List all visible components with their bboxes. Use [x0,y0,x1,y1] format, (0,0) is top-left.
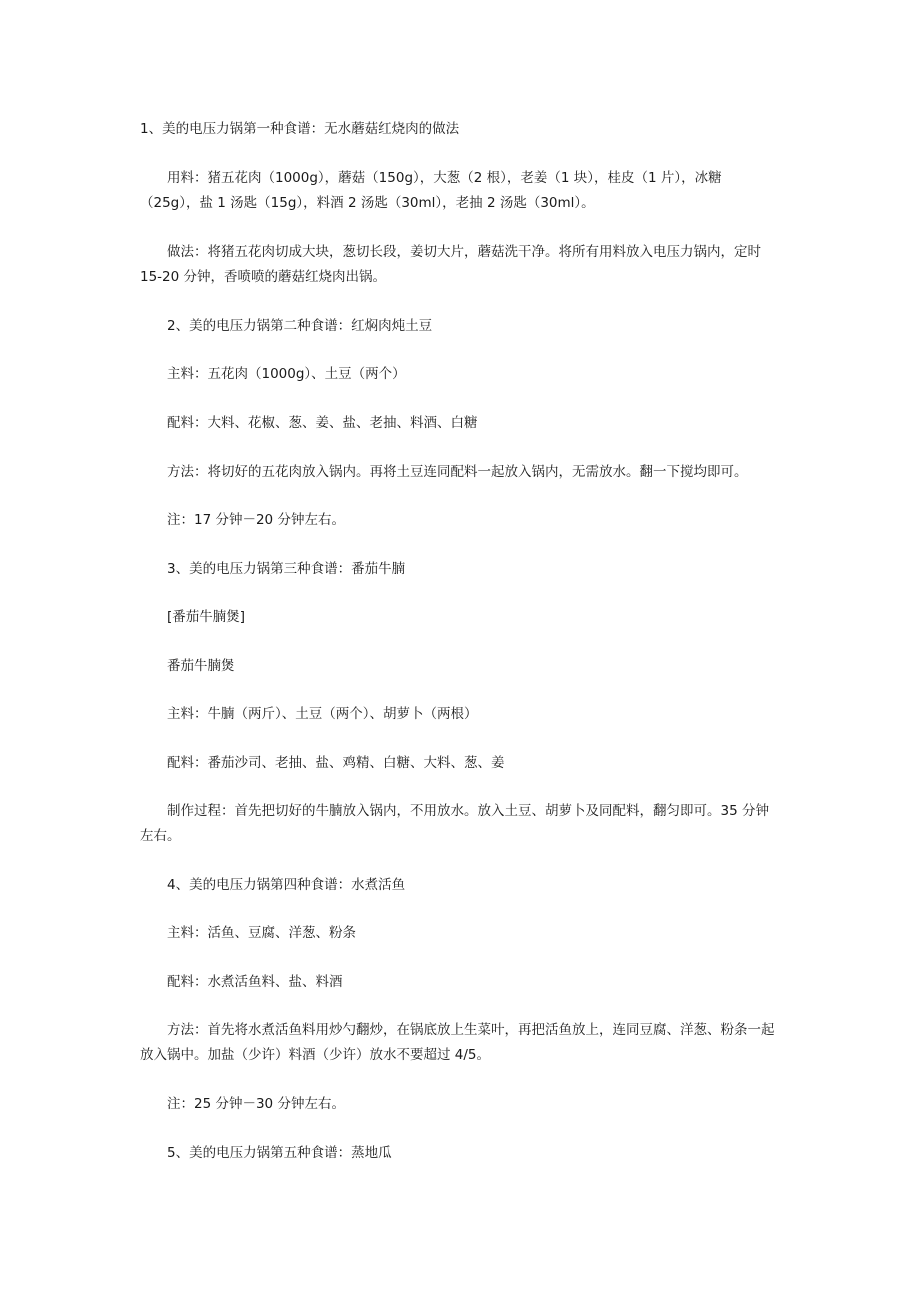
recipe-5-heading: 5、美的电压力锅第五种食谱：蒸地瓜 [167,1145,392,1161]
recipe-3-main-ingredients: 主料：牛腩（两斤）、土豆（两个）、胡萝卜（两根） [167,706,478,722]
recipe-3-subtitle-bracketed: [番茄牛腩煲] [167,609,246,625]
recipe-1-ingredients: 用料：猪五花肉（1000g），蘑菇（150g），大葱（2 根），老姜（1 块），桂皮（1 片），冰糖（25g），盐 1 汤匙（15g），料酒 2 汤匙（30ml），老抽 2 汤匙（30ml）。 [140,170,722,211]
recipe-4-heading: 4、美的电压力锅第四种食谱：水煮活鱼 [167,877,406,893]
recipe-2-seasonings: 配料：大料、花椒、葱、姜、盐、老抽、料酒、白糖 [167,415,478,431]
recipe-2-main-ingredients: 主料：五花肉（1000g）、土豆（两个） [167,366,406,382]
recipe-3-method: 制作过程：首先把切好的牛腩放入锅内，不用放水。放入土豆、胡萝卜及同配料，翻匀即可。35 分钟左右。 [140,803,769,844]
recipe-4-method: 方法：首先将水煮活鱼料用炒勺翻炒，在锅底放上生菜叶，再把活鱼放上，连同豆腐、洋葱、粉条一起放入锅中。加盐（少许）料酒（少许）放水不要超过 4/5。 [140,1022,775,1063]
recipe-3-seasonings: 配料：番茄沙司、老抽、盐、鸡精、白糖、大料、葱、姜 [167,755,505,771]
recipe-1-method: 做法：将猪五花肉切成大块，葱切长段，姜切大片，蘑菇洗干净。将所有用料放入电压力锅内，定时 15-20 分钟，香喷喷的蘑菇红烧肉出锅。 [140,244,761,285]
recipe-3-subtitle: 番茄牛腩煲 [167,658,235,674]
recipe-4-note: 注：25 分钟－30 分钟左右。 [167,1096,345,1112]
recipe-2-heading: 2、美的电压力锅第二种食谱：红焖肉炖土豆 [167,318,433,334]
recipe-4-seasonings: 配料：水煮活鱼料、盐、料酒 [167,974,343,990]
recipe-3-heading: 3、美的电压力锅第三种食谱：番茄牛腩 [167,561,406,577]
recipe-2-method: 方法：将切好的五花肉放入锅内。再将土豆连同配料一起放入锅内，无需放水。翻一下搅均即可。 [167,464,748,480]
recipe-4-main-ingredients: 主料：活鱼、豆腐、洋葱、粉条 [167,925,356,941]
recipe-2-note: 注：17 分钟－20 分钟左右。 [167,512,345,528]
recipe-1-heading: 1、美的电压力锅第一种食谱：无水蘑菇红烧肉的做法 [140,121,460,137]
